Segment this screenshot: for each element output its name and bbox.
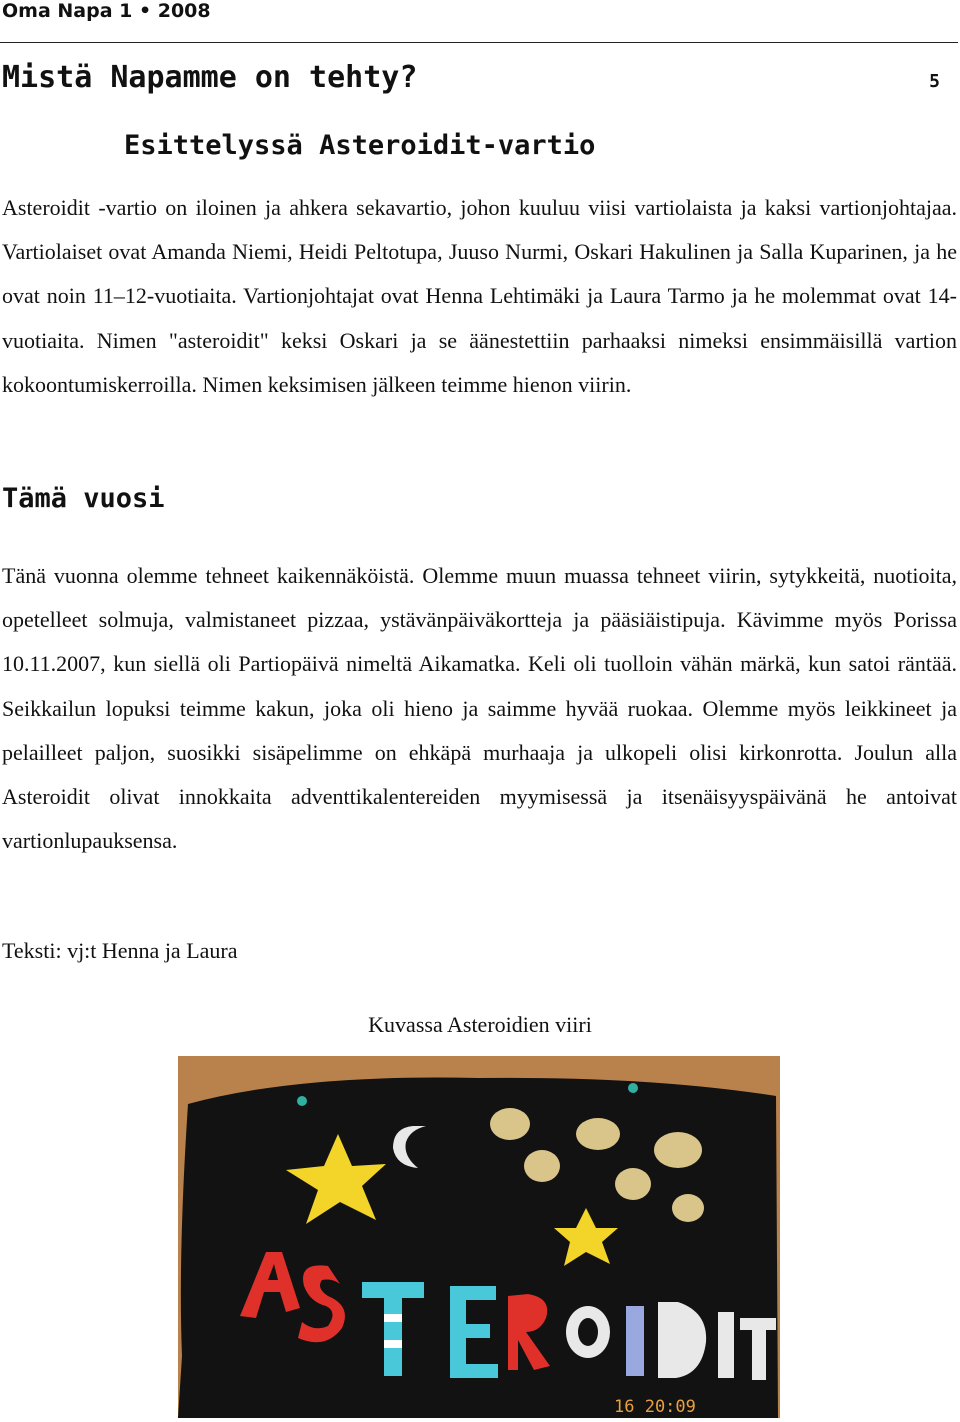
pin [297,1096,307,1106]
asteroid [524,1150,560,1182]
felt-letter-i [626,1306,644,1376]
author-credit: Teksti: vj:t Henna ja Laura [2,938,238,963]
photo-caption: Kuvassa Asteroidien viiri [368,1012,592,1037]
subheading-this-year: Tämä vuosi [2,483,165,514]
photo-timestamp: 16 20:09 [614,1397,696,1417]
publication-title: Oma Napa 1 • 2008 [2,0,211,22]
intro-paragraph: Asteroidit -vartio on iloinen ja ahkera sekavartio, johon kuuluu viisi vartiolaista ja kaksi vartionjohtajaa. Vartiolaiset ovat Amanda Niemi, Heidi Peltotupa, Juuso Nurmi, Oskari Hakulinen ja Salla Kuparinen, ja he ovat noin 11–12-vuotiaita. Vartionjohtajat ovat Henna Lehtimäki ja Laura Tarmo ja he molemmat ovat 14-vuotiaita. Nimen "asteroidit" keksi Oskari ja se äänestettiin parhaaksi nimeksi ensimmäisillä vartion kokoontumiskerroilla. Nimen keksimisen jälkeen teimme hienon viirin. [2,195,957,397]
pin [628,1083,638,1093]
asteroid [615,1168,651,1200]
felt-letter-i2 [718,1312,734,1378]
pennant-photo [178,1056,780,1418]
asteroid [576,1118,620,1150]
asteroid [672,1194,704,1222]
year-paragraph: Tänä vuonna olemme tehneet kaikennäköistä. Olemme muun muassa tehneet viirin, sytykkeitä, nuotioita, opetelleet solmuja, valmistaneet pizzaa, ystävänpäiväkortteja ja pääsiäistipuja. Kävimme myös Porissa 10.11.2007, kun siellä oli Partiopäivä nimeltä Aikamatka. Keli oli tuolloin vähän märkä, kun satoi räntää. Seikkailun lopuksi teimme kakun, joka oli hieno ja saimme hyvää ruokaa. Olemme myös leikkineet ja pelailleet paljon, suosikki sisäpelimme on ehkäpä murhaaja ja ulkopeli olisi kirkonrotta. Joulun alla Asteroidit olivat innokkaita adventtikalentereiden myymisessä ja itsenäisyyspäivänä he antoivat vartionlupauksensa. [2,563,957,854]
section-title: Mistä Napamme on tehty? [2,60,418,95]
article-heading: Esittelyssä Asteroidit-vartio [124,130,596,161]
felt-letter-t [362,1282,424,1298]
page-header [0,0,960,26]
header-divider [0,42,958,43]
asteroid [654,1132,702,1168]
page-number: 5 [929,71,940,92]
asteroid [490,1108,530,1140]
